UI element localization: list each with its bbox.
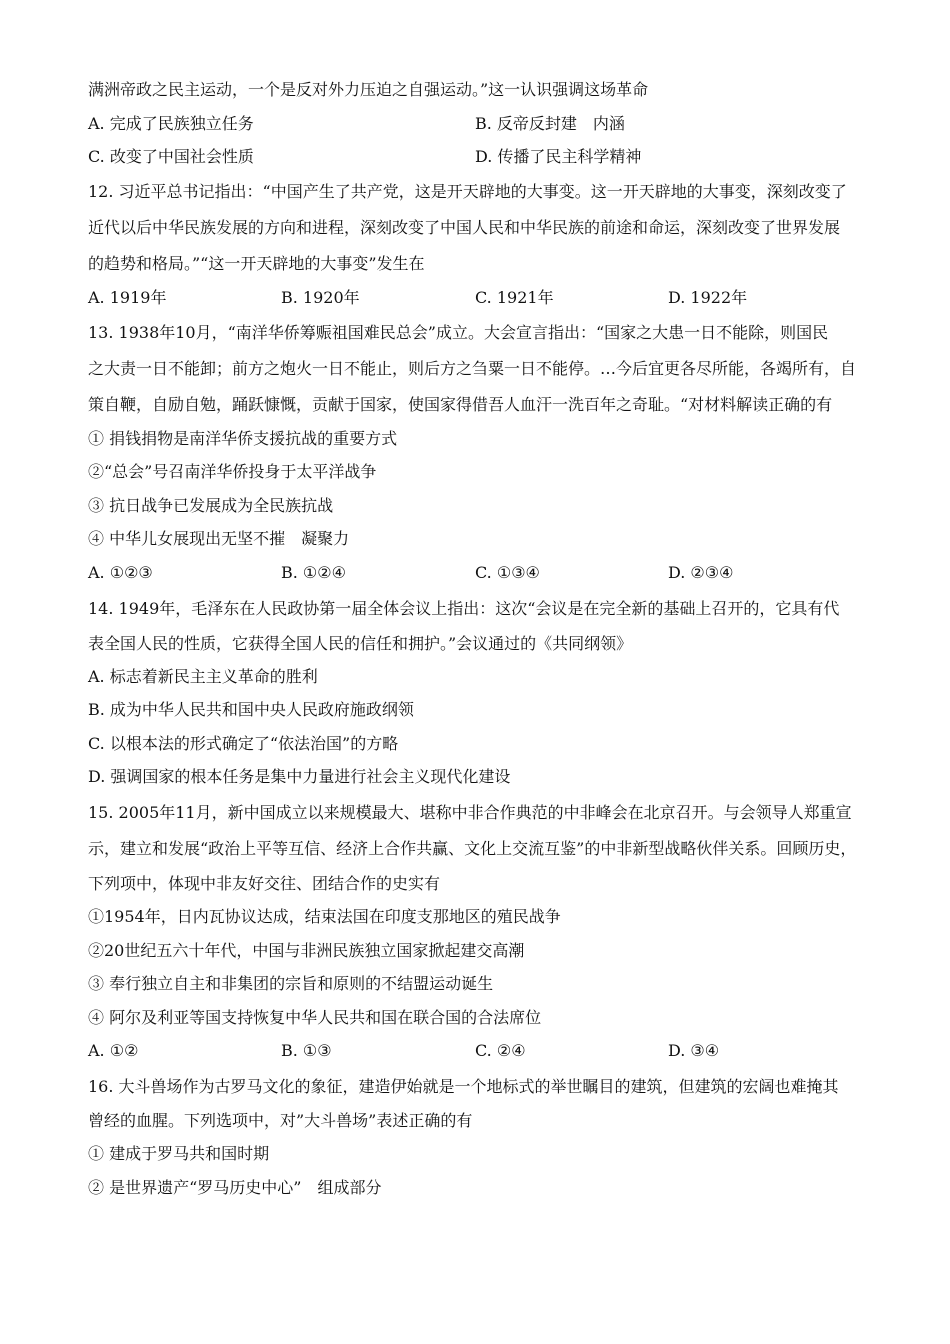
q15-item: ①1954年，日内瓦协议达成，结束法国在印度支那地区的殖民战争	[88, 907, 561, 926]
q15-stem-line: 示，建立和发展“政治上平等互信、经济上合作共赢、文化上交流互鉴”的中非新型战略伙伴关系。回顾历史，	[88, 839, 857, 858]
q16-stem-line: 16. 大斗兽场作为古罗马文化的象征，建造伊始就是一个地标式的举世瞩目的建筑，但建筑的宏阔也难掩其	[88, 1077, 839, 1096]
q12-stem-line: 近代以后中华民族发展的方向和进程，深刻改变了中国人民和中华民族的前途和命运，深刻改变了世界发展	[88, 218, 841, 237]
q14-option-b: B. 成为中华人民共和国中央人民政府施政纲领	[88, 700, 414, 719]
q12-option-b: B. 1920年	[281, 288, 360, 307]
q13-stem-line: 13. 1938年10月，“南洋华侨筹赈祖国难民总会”成立。大会宣言指出：“国家之大患一日不能除，则国民	[88, 323, 829, 342]
q15-item: ④ 阿尔及利亚等国支持恢复中华人民共和国在联合国的合法席位	[88, 1008, 542, 1027]
q12-stem-line: 的趋势和格局。”“这一开天辟地的大事变”发生在	[88, 254, 425, 273]
q12-option-c: C. 1921年	[475, 288, 554, 307]
q15-option-c: C. ②④	[475, 1041, 526, 1060]
q15-stem-line: 下列项中，体现中非友好交往、团结合作的史实有	[88, 874, 441, 893]
q13-item: ③ 抗日战争已发展成为全民族抗战	[88, 496, 334, 515]
q15-stem-line: 15. 2005年11月，新中国成立以来规模最大、堪称中非合作典范的中非峰会在北京召开。与会领导人郑重宣	[88, 803, 852, 822]
q13-item: ②“总会”号召南洋华侨投身于太平洋战争	[88, 462, 377, 481]
q13-option-c: C. ①③④	[475, 563, 540, 582]
q12-option-d: D. 1922年	[668, 288, 748, 307]
q15-item: ②20世纪五六十年代，中国与非洲民族独立国家掀起建交高潮	[88, 941, 525, 960]
q12-option-a: A. 1919年	[88, 288, 167, 307]
q15-option-a: A. ①②	[88, 1041, 139, 1060]
q13-option-d: D. ②③④	[668, 563, 734, 582]
q14-stem-line: 14. 1949年，毛泽东在人民政协第一届全体会议上指出：这次“会议是在完全新的基础上召开的，它具有代	[88, 599, 840, 618]
q11-option-a: A. 完成了民族独立任务	[88, 114, 254, 133]
q16-item: ① 建成于罗马共和国时期	[88, 1144, 270, 1163]
q15-item: ③ 奉行独立自主和非集团的宗旨和原则的不结盟运动诞生	[88, 974, 494, 993]
q16-stem-line: 曾经的血腥。下列选项中，对”大斗兽场”表述正确的有	[88, 1111, 473, 1130]
q14-stem-line: 表全国人民的性质，它获得全国人民的信任和拥护。”会议通过的《共同纲领》	[88, 634, 633, 653]
q15-option-d: D. ③④	[668, 1041, 720, 1060]
q11-option-d: D. 传播了民主科学精神	[475, 147, 642, 166]
q14-option-a: A. 标志着新民主主义革命的胜利	[88, 667, 318, 686]
q13-item: ① 捐钱捐物是南洋华侨支援抗战的重要方式	[88, 429, 398, 448]
q13-item: ④ 中华儿女展现出无坚不摧 凝聚力	[88, 529, 350, 548]
q13-option-b: B. ①②④	[281, 563, 346, 582]
q11-stem-line: 满洲帝政之民主运动，一个是反对外力压迫之自强运动。”这一认识强调这场革命	[88, 80, 649, 99]
q11-option-c: C. 改变了中国社会性质	[88, 147, 254, 166]
q11-option-b: B. 反帝反封建 内涵	[475, 114, 625, 133]
q13-option-a: A. ①②③	[88, 563, 153, 582]
q13-stem-line: 策自鞭，自励自勉，踊跃慷慨，贡献于国家，使国家得借吾人血汗一洗百年之奇耻。“对材料解读正确的有	[88, 395, 833, 414]
q14-option-c: C. 以根本法的形式确定了“依法治国”的方略	[88, 734, 399, 753]
q12-stem-line: 12. 习近平总书记指出：“中国产生了共产党，这是开天辟地的大事变。这一开天辟地的大事变，深刻改变了	[88, 182, 847, 201]
q14-option-d: D. 强调国家的根本任务是集中力量进行社会主义现代化建设	[88, 767, 511, 786]
q16-item: ② 是世界遗产“罗马历史中心” 组成部分	[88, 1178, 382, 1197]
q13-stem-line: 之大责一日不能卸；前方之炮火一日不能止，则后方之刍粟一日不能停。…今后宜更各尽所能，各竭所有，自	[88, 359, 857, 378]
q15-option-b: B. ①③	[281, 1041, 332, 1060]
